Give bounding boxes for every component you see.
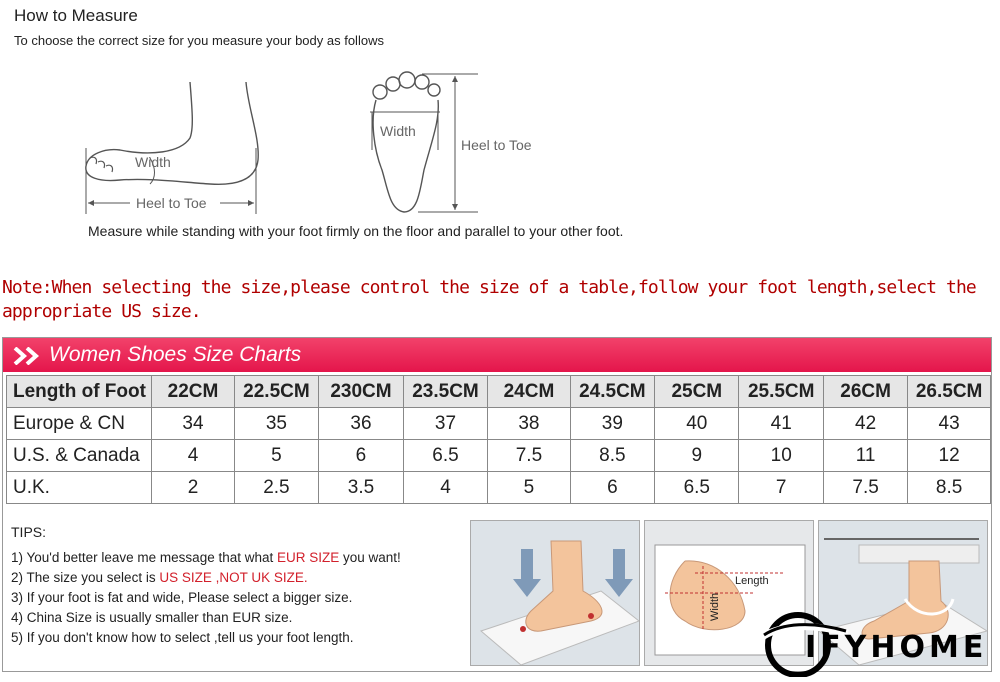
- table-cell: 35: [234, 408, 319, 440]
- ifyhome-logo-text: IFYHOME: [805, 630, 988, 665]
- table-cell: 6: [570, 472, 655, 504]
- table-cell: 40: [655, 408, 739, 440]
- table-cell: 4: [403, 472, 488, 504]
- table-cell: 5: [234, 440, 319, 472]
- page-subtitle: To choose the correct size for you measure your body as follows: [14, 33, 384, 48]
- table-cell: 8.5: [570, 440, 655, 472]
- photo-length-label: Length: [735, 575, 769, 587]
- table-header-cell: 25CM: [655, 376, 739, 408]
- tip-4: 4) China Size is usually smaller than EUR size.: [11, 610, 293, 625]
- table-cell: 6.5: [655, 472, 739, 504]
- row-label: U.S. & Canada: [7, 440, 152, 472]
- table-cell: 6: [319, 440, 403, 472]
- photo-width-label: Width: [709, 592, 721, 621]
- table-header-cell: 26CM: [824, 376, 908, 408]
- tip-2: 2) The size you select is US SIZE ,NOT UK SIZE.: [11, 570, 308, 585]
- table-header-cell: 24.5CM: [570, 376, 655, 408]
- table-row: [7, 472, 991, 504]
- table-row: [7, 440, 991, 472]
- top-width-label: Width: [380, 123, 416, 139]
- top-heel-to-toe-label: Heel to Toe: [461, 137, 532, 153]
- table-cell: 7: [739, 472, 824, 504]
- measure-instruction: Measure while standing with your foot firmly on the floor and parallel to your other foot.: [88, 223, 624, 239]
- table-cell: 3.5: [319, 472, 403, 504]
- table-cell: 5: [488, 472, 570, 504]
- table-cell: 7.5: [824, 472, 908, 504]
- table-cell: 42: [824, 408, 908, 440]
- tip-5: 5) If you don't know how to select ,tell us your foot length.: [11, 630, 354, 645]
- table-cell: 6.5: [403, 440, 488, 472]
- table-cell: 10: [739, 440, 824, 472]
- tip-1: 1) You'd better leave me message that what EUR SIZE you want!: [11, 550, 401, 565]
- table-cell: 8.5: [908, 472, 991, 504]
- table-header-cell: 24CM: [488, 376, 570, 408]
- side-width-label: Width: [135, 154, 171, 170]
- tips-title: TIPS:: [11, 524, 47, 540]
- row-label: Europe & CN: [7, 408, 152, 440]
- table-cell: 39: [570, 408, 655, 440]
- measure-photo-1: [470, 520, 640, 666]
- table-cell: 7.5: [488, 440, 570, 472]
- table-cell: 12: [908, 440, 991, 472]
- table-cell: 9: [655, 440, 739, 472]
- page-title: How to Measure: [14, 6, 138, 25]
- table-header-cell: 22.5CM: [234, 376, 319, 408]
- size-note: Note:When selecting the size,please control the size of a table,follow your foot length,select the appropriate US size.: [2, 277, 976, 322]
- table-header-cell: 22CM: [152, 376, 234, 408]
- chart-banner-title: Women Shoes Size Charts: [49, 343, 302, 366]
- row-label: U.K.: [7, 472, 152, 504]
- double-chevron-icon: [13, 347, 43, 365]
- table-cell: 2.5: [234, 472, 319, 504]
- chart-banner: [3, 338, 991, 372]
- table-cell: 43: [908, 408, 991, 440]
- side-heel-to-toe-label: Heel to Toe: [136, 195, 207, 211]
- table-cell: 41: [739, 408, 824, 440]
- tip-3: 3) If your foot is fat and wide, Please select a bigger size.: [11, 590, 353, 605]
- table-cell: 4: [152, 440, 234, 472]
- table-cell: 2: [152, 472, 234, 504]
- table-header-cell: 26.5CM: [908, 376, 991, 408]
- table-header-cell: 23.5CM: [403, 376, 488, 408]
- table-header-label: Length of Foot: [7, 376, 152, 408]
- table-cell: 34: [152, 408, 234, 440]
- table-header-cell: 25.5CM: [739, 376, 824, 408]
- table-cell: 11: [824, 440, 908, 472]
- table-cell: 38: [488, 408, 570, 440]
- table-header-cell: 230CM: [319, 376, 403, 408]
- table-row: [7, 408, 991, 440]
- table-header-row: [7, 376, 991, 408]
- table-cell: 36: [319, 408, 403, 440]
- table-cell: 37: [403, 408, 488, 440]
- size-table: [6, 375, 991, 504]
